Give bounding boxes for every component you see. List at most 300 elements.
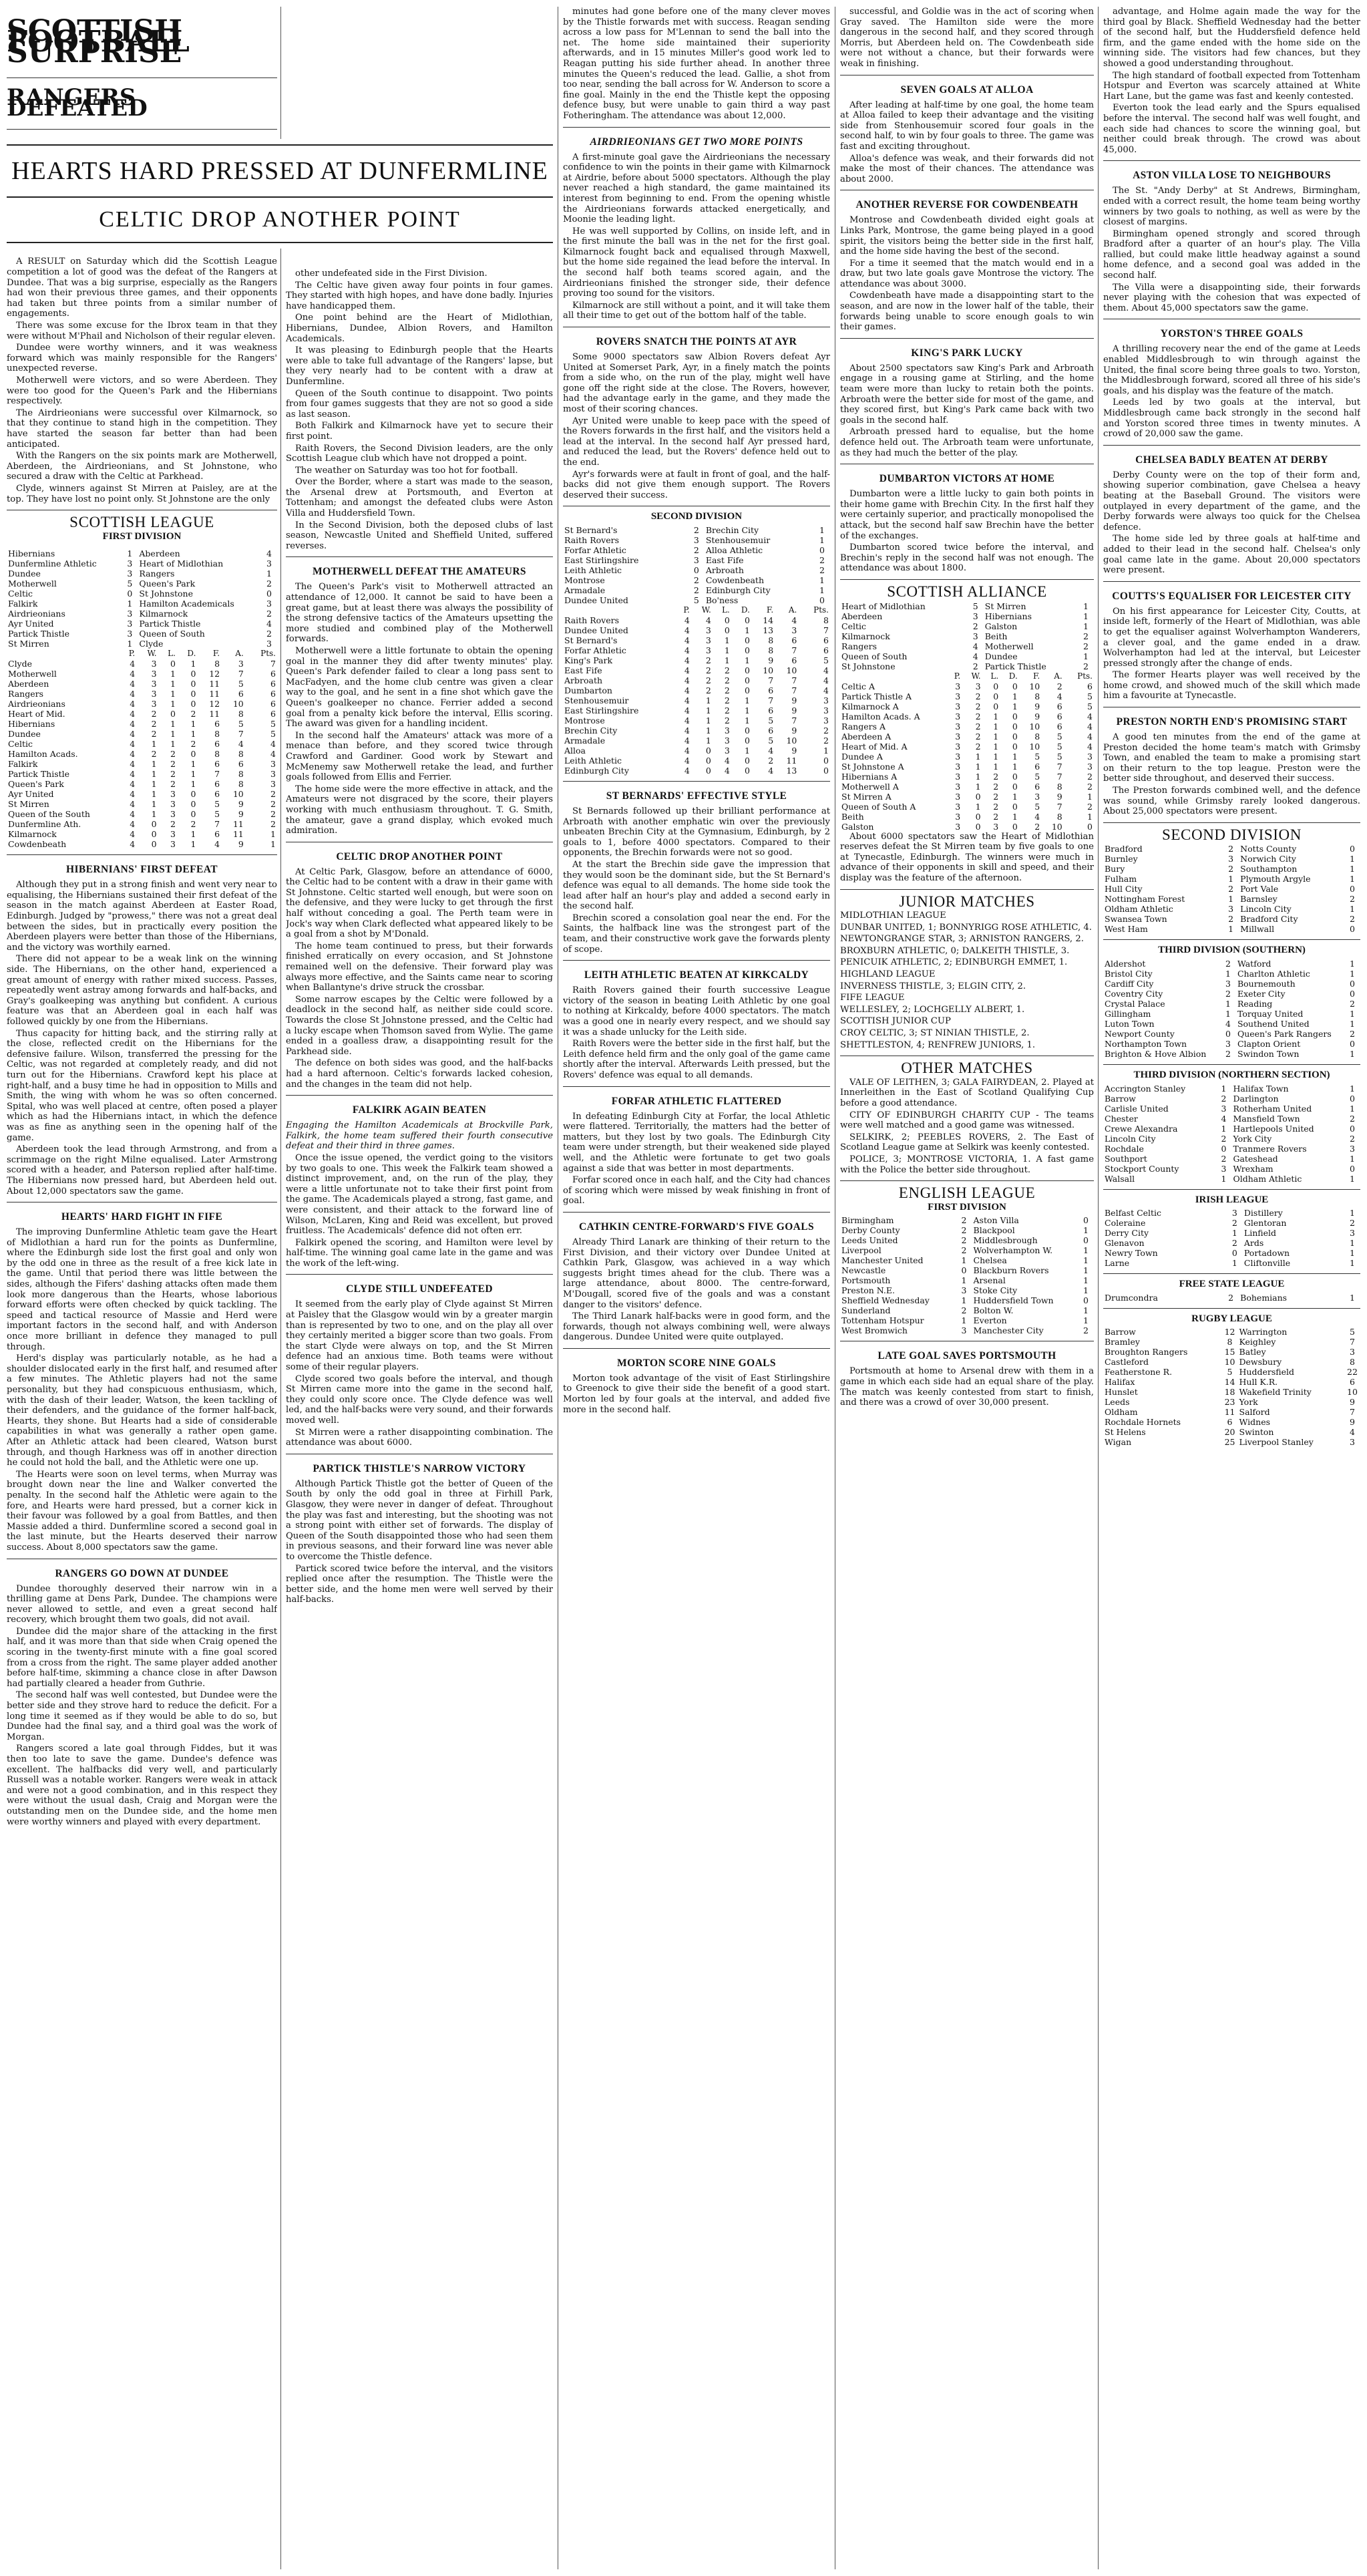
table-cell: 6 [1056,721,1062,732]
table-cell: Edinburgh City [564,765,629,776]
home-score: 3 [127,629,133,639]
away-team: Huddersfield Town [973,1295,1054,1306]
home-team: Dunfermline Athletic [8,558,97,569]
article-paragraph: On his first appearance for Leicester City, Coutts, at inside left, formerly of the Heart of Midlothian, was able to get the equaliser against Wolverhampton Wanderers, a clever goal, and the game ended in a draw. Wolverhampton had led at the interval, but Leicester pressed strongly after the change of ends. [1103,606,1360,669]
result-row [1103,959,1360,969]
away-score: 1 [1350,1153,1355,1164]
article-paragraph: It was pleasing to Edinburgh people that the Hearts were able to take full advantage of the Rangers' lapse, but they very nearly had to be content with a draw at Dunfermline. [286,345,553,387]
results-table [840,601,1094,671]
table-row [7,779,277,789]
table-row [7,719,277,729]
table-cell: 6 [214,829,220,840]
result-row [563,535,830,545]
home-score: 2 [1221,1093,1227,1104]
table-cell: 7 [768,675,774,685]
table-cell: 1 [190,779,196,790]
article-paragraph: A good ten minutes from the end of the game at Preston decided the home team's match with Grimsby Town, and enabled the team to make a promising start on their return to the top league. Preston were the better side throughout, and deserved their success. [1103,732,1360,784]
table-cell: 4 [724,765,730,776]
table-row [7,749,277,759]
away-score: 0 [266,589,272,599]
away-team: East Fife [705,554,744,565]
result-row [7,629,277,639]
article-paragraph: After leading at half-time by one goal, the home team at Alloa failed to keep their advantage and the visiting side from Stenhousemuir scored four goals in the second half, to win by four goals to three. The game was fast and exciting throughout. [840,100,1094,152]
table-cell: 1 [744,715,750,726]
table-cell: Kilmarnock [8,829,57,840]
table-cell: Celtic A [841,681,875,691]
home-team: Liverpool [841,1245,882,1256]
away-team: Queen's Park Rangers [1237,1029,1332,1039]
table-cell: 4 [823,665,829,675]
table-cell: 3 [170,789,176,800]
table-cell: 2 [993,791,999,802]
away-team: Swindon Town [1237,1049,1300,1059]
result-row [840,631,1094,641]
table-row [7,839,277,849]
article-heading: YORSTON'S THREE GOALS [1160,328,1304,340]
table-cell: 3 [724,735,730,746]
table-cell: 4 [684,725,690,736]
away-team: Chelsea [973,1255,1007,1266]
table-cell: 9 [768,655,774,665]
result-row [840,1215,1094,1225]
away-team: Edinburgh City [705,585,771,595]
article-paragraph: In the Second Division, both the deposed clubs of last season, Newcastle United and Sheffield United, suffered reverses. [286,520,553,551]
home-score: 1 [1221,1083,1227,1094]
away-team: Stoke City [973,1285,1018,1296]
result-row [1103,1327,1360,1337]
table-cell: 5 [270,729,276,740]
home-team: Rochdale [1105,1143,1144,1154]
home-score: 1 [127,639,133,649]
divider [840,579,1094,580]
result-row [1103,1084,1360,1094]
table-cell: 2 [823,725,829,736]
table-cell: 1 [190,769,196,780]
table-row [7,819,277,829]
home-team: Derry City [1105,1228,1149,1239]
table-cell: 11 [232,819,244,830]
home-team: Manchester United [841,1255,924,1266]
division-heading: FIRST DIVISION [102,530,182,542]
table-cell: 6 [1056,711,1062,721]
home-score: 1 [1231,1228,1237,1239]
home-team: Dundee [8,569,41,579]
result-row [1103,1144,1360,1154]
table-cell: 0 [744,685,750,695]
table-cell: 5 [1034,801,1040,812]
table-row [7,809,277,819]
article-heading: CHELSEA BADLY BEATEN AT DERBY [1135,454,1328,466]
away-team: Bo'ness [705,595,739,605]
article-paragraph: The Preston forwards combined well, and the defence was sound, while Grimsby rarely looked dangerous. About 25,000 spectators were present. [1103,786,1360,817]
table-cell: 2 [705,655,711,665]
article-heading: AIRDRIEONIANS GET TWO MORE POINTS [590,136,803,148]
table-cell: 3 [170,799,176,810]
table-cell: 6 [270,699,276,709]
home-team: Newport County [1105,1029,1175,1039]
away-score: 1 [1350,969,1355,979]
results-table [1103,1327,1360,1447]
result-row [1103,1114,1360,1124]
away-score: 7 [1350,1337,1355,1347]
article-heading: ASTON VILLA LOSE TO NEIGHBOURS [1133,170,1331,182]
away-score: 3 [1350,1143,1355,1154]
table-cell: 3 [170,809,176,820]
home-score: 1 [1225,999,1231,1009]
table-cell: Partick Thistle A [841,691,912,701]
result-row [1103,1228,1360,1238]
league-table [7,649,277,849]
article-paragraph: Clyde scored two goals before the interval, and though St Mirren came more into the game in the second half, they could only score once. The Clyde defence was well led, and the half-backs were very sound, and their forwards moved well. [286,1374,553,1426]
article-paragraph: Raith Rovers gained their fourth successive League victory of the season in beating Leith Athletic by one goal to nothing at Kirkcaldy, before 4000 spectators. The match was a good one in nearly every respect, and we should say it was a shade unlucky for the Leith side. [563,985,830,1037]
table-cell: 1 [1087,811,1093,822]
home-score: 1 [1221,1123,1227,1134]
table-row [840,792,1094,802]
home-score: 20 [1224,1427,1235,1438]
home-team: Barrow [1105,1327,1136,1337]
away-team: Hartlepools United [1233,1123,1314,1134]
article-heading: ST BERNARDS' EFFECTIVE STYLE [606,790,787,802]
table-cell: 0 [705,755,711,766]
column-header: D. [187,649,196,659]
table-cell: 2 [170,819,176,830]
table-cell: 2 [190,709,196,719]
table-row [7,669,277,679]
home-score: 2 [961,1305,967,1316]
home-score: 2 [961,1245,967,1256]
home-team: Ayr United [8,619,54,629]
divider [1103,1064,1360,1065]
table-row [563,635,830,645]
result-row [840,1285,1094,1295]
table-cell: 2 [993,781,999,792]
article-paragraph: PENICUIK ATHLETIC, 2; EDINBURGH EMMET, 1. [840,957,1068,968]
result-row [1103,989,1360,999]
column-2 [286,7,553,2569]
table-cell: 1 [993,761,999,772]
divider [563,960,830,961]
result-row [840,1315,1094,1325]
away-score: 0 [1350,989,1355,999]
article-paragraph: The second half was well contested, but Dundee were the better side and they strove hard to reduce the deficit. For a long time it seemed as if they would be able to do so, but Dundee had the final say, and a third goal was the work of Morgan. [7,1690,277,1742]
table-cell: Galston [841,821,874,832]
home-score: 10 [1224,1357,1235,1367]
away-team: Clapton Orient [1237,1039,1301,1049]
away-score: 0 [1083,1215,1089,1226]
home-team: Sunderland [841,1305,891,1316]
article-heading: FALKIRK AGAIN BEATEN [352,1104,487,1116]
home-score: 1 [961,1275,967,1286]
home-score: 2 [972,621,978,631]
article-paragraph: Some 9000 spectators saw Albion Rovers defeat Ayr United at Somerset Park, Ayr, in a finely match the points from a side who, on the run of the play, might well have gone off the right side at the close. The Rovers, however, had the advantage early in the game, and they made the most of their scoring chances. [563,352,830,414]
table-cell: 0 [993,701,999,711]
table-cell: 2 [975,701,981,711]
table-row [563,726,830,736]
article-paragraph: The Hearts were soon on level terms, when Murray was brought down near the line and Walker converted the penalty. In the second half the Athletic were again to the fore, and Hearts were hard pressed, but a corner kick in their favour was followed by a goal from Battles, and then Massie added a third. Dunfermline scored a second goal in the last minute, but the Hearts deserved their narrow success. About 8,000 spectators saw the game. [7,1469,277,1553]
table-cell: 7 [768,695,774,705]
table-cell: 3 [151,669,157,679]
table-row [840,742,1094,752]
table-cell: 8 [1056,781,1062,792]
table-cell: 12 [209,699,220,709]
away-team: Millwall [1240,924,1275,935]
table-cell: 2 [705,675,711,685]
article-paragraph: Ayr United were unable to keep pace with the speed of the Rovers forwards in the first half, and the visitors held a lead at the interval. In the second half Ayr pressed hard, and reduced the lead, but the Rovers' defence held out to the end. [563,416,830,468]
table-cell: 0 [1012,781,1018,792]
table-cell: 2 [270,819,276,830]
column-5 [1103,7,1360,2569]
divider [1103,1273,1360,1274]
home-team: Falkirk [8,599,38,609]
table-cell: St Mirren A [841,791,892,802]
article-paragraph: Cowdenbeath have made a disappointing start to the season, and are now in the lower half of the table, their forwards being unable to score enough goals to win their games. [840,291,1094,333]
table-cell: Aberdeen [8,679,49,689]
away-team: Wrexham [1233,1163,1274,1174]
article-paragraph: Birmingham opened strongly and scored through Bradford after a quarter of an hour's play. The Villa rallied, but could make little headway against a sound home defence, and a second goal was added in the second half. [1103,228,1360,281]
home-team: Dundee United [564,595,628,605]
table-row [563,715,830,726]
table-row [563,695,830,705]
table-cell: 4 [270,739,276,750]
column-header: A. [235,649,244,659]
home-score: 1 [961,1295,967,1306]
table-cell: 2 [1087,781,1093,792]
table-cell: 1 [170,739,176,750]
away-score: 1 [1083,611,1089,621]
home-score: 3 [1221,1163,1227,1174]
table-cell: 6 [270,709,276,719]
table-cell: 10 [1029,721,1040,732]
table-row [7,829,277,839]
table-cell: 0 [1012,741,1018,752]
table-cell: 1 [744,655,750,665]
table-cell: 2 [270,809,276,820]
home-score: 1 [961,1315,967,1326]
table-cell: 1 [1012,761,1018,772]
result-row [1103,904,1360,914]
result-row [563,565,830,575]
result-row [1103,1293,1360,1303]
article-paragraph: The home side were the more effective in attack, and the Amateurs were not disgraced by the score, their players working with much enthusiasm throughout. T. G. Smith, the amateur, gave a grand display, which evoked much admiration. [286,784,553,836]
result-row [840,641,1094,651]
table-cell: 4 [684,715,690,726]
home-score: 1 [1225,969,1231,979]
table-cell: 4 [1087,741,1093,752]
table-row [840,762,1094,772]
away-team: Manchester City [973,1325,1044,1336]
away-team: Huddersfield [1239,1367,1294,1378]
home-team: Swansea Town [1105,914,1167,925]
away-score: 1 [266,569,272,579]
home-score: 2 [1228,1292,1234,1303]
home-score: 6 [1227,1417,1233,1428]
result-row [7,639,277,649]
home-team: Fulham [1105,874,1137,884]
table-cell: 0 [1012,731,1018,742]
away-score: 1 [1350,1248,1355,1259]
table-row [7,789,277,799]
away-team: Everton [973,1315,1007,1326]
result-row [1103,1039,1360,1049]
article-heading: SECOND DIVISION [1162,826,1302,843]
league-table [840,671,1094,832]
away-team: Halifax Town [1233,1083,1289,1094]
result-row [563,595,830,605]
away-team: Swinton [1239,1427,1274,1438]
result-row [1103,874,1360,884]
away-team: Norwich City [1240,854,1296,864]
table-cell: Forfar Athletic [564,645,626,655]
home-team: St Mirren [8,639,49,649]
article-heading: IRISH LEAGUE [1195,1194,1269,1205]
table-cell: 7 [270,659,276,669]
divider [1103,581,1360,582]
article-paragraph: WELLESLEY, 2; LOCHGELLY ALBERT, 1. [840,1004,1025,1015]
results-table [1103,1293,1360,1303]
table-cell: Hamilton Acads. A [841,711,920,721]
table-cell: 4 [684,695,690,705]
results-table [840,1215,1094,1335]
away-team: Hibernians [984,611,1032,621]
table-cell: 4 [130,759,136,770]
away-score: 7 [1350,1407,1355,1418]
article-heading: OTHER MATCHES [901,1060,1033,1077]
article-heading: FORFAR ATHLETIC FLATTERED [611,1095,782,1107]
table-cell: 0 [724,625,730,635]
home-team: Hunslet [1105,1387,1138,1398]
home-score: 1 [1228,924,1234,935]
table-row [840,721,1094,732]
table-cell: 3 [955,741,961,752]
home-team: Tottenham Hotspur [841,1315,924,1326]
divider [286,1274,553,1275]
away-score: 2 [819,554,825,565]
home-score: 3 [961,1325,967,1336]
home-score: 0 [1225,1029,1231,1039]
table-cell: 4 [823,675,829,685]
article-paragraph: St Mirren were a rather disappointing combination. The attendance was about 6000. [286,1427,553,1448]
result-row [840,1255,1094,1265]
table-cell: 1 [1012,701,1018,711]
home-team: Heart of Midlothian [841,601,926,611]
away-team: Linfield [1243,1228,1276,1239]
table-cell: 6 [768,685,774,695]
article-paragraph: With the Rangers on the six points mark are Motherwell, Aberdeen, the Airdrieonians, and St Johnstone, who secured a draw with the Celtic at Parkhead. [7,451,277,482]
away-score: 0 [1083,1295,1089,1306]
home-team: Leeds United [841,1235,898,1246]
away-score: 9 [1350,1417,1355,1428]
away-team: Oldham Athletic [1233,1173,1302,1184]
home-team: Forfar Athletic [564,544,626,555]
home-score: 3 [127,569,133,579]
table-cell: Heart of Mid. A [841,741,908,752]
masthead-line-4: CELTIC DROP ANOTHER POINT [99,207,461,232]
table-cell: 6 [214,759,220,770]
divider [286,1095,553,1096]
away-score: 2 [1350,894,1355,905]
table-cell: 2 [975,691,981,701]
result-row [1103,1248,1360,1258]
away-team: Queen of South [139,629,205,639]
table-cell: 11 [786,755,797,766]
table-cell: Airdrieonians [8,699,65,709]
table-cell: 0 [151,819,157,830]
table-row [563,615,830,625]
article-paragraph: The former Hearts player was well received by the home crowd, and showed much of the skill which made him a favourite at Tynecastle. [1103,670,1360,701]
table-cell: 1 [993,741,999,752]
table-cell: Celtic [8,739,33,750]
home-score: 1 [1228,874,1234,884]
away-team: Arbroath [705,565,744,575]
results-table [563,525,830,605]
article-paragraph: The weather on Saturday was too hot for football. [295,465,518,476]
table-cell: 10 [232,789,244,800]
home-team: Gillingham [1105,1009,1151,1019]
column-header: Pts. [813,605,829,615]
table-cell: 6 [1056,701,1062,711]
table-cell: 2 [170,749,176,760]
article-paragraph: Falkirk opened the scoring, and Hamilton were level by half-time. The winning goal came late in the game and was the work of the left-wing. [286,1237,553,1269]
column-header: P. [954,671,961,681]
article-paragraph: In defeating Edinburgh City at Forfar, the local Athletic were flattered. Territorially, the matters had the better of matters, but they lost by two goals. The Edinburgh City team were under strength, but their weakened side played well, and the Athletic were fortunate to get two goals against a side that was better in most departments. [563,1111,830,1174]
column-header: F. [1032,671,1040,681]
away-score: 9 [1350,1397,1355,1408]
divider [7,196,553,198]
table-cell: Leith Athletic [564,755,622,766]
home-team: Southport [1105,1153,1147,1164]
table-cell: 5 [1087,701,1093,711]
article-heading: SECOND DIVISION [650,511,743,522]
table-cell: 4 [130,679,136,689]
home-score: 0 [127,589,133,599]
table-cell: 11 [209,709,220,719]
table-cell: 6 [238,689,244,699]
column-1-articles [7,854,277,1827]
table-cell: 0 [744,755,750,766]
table-cell: 7 [214,819,220,830]
home-team: Coleraine [1105,1218,1146,1229]
away-team: Southampton [1240,864,1298,874]
home-team: Leith Athletic [564,565,622,575]
table-cell: 4 [684,625,690,635]
home-score: 0 [693,565,699,575]
result-row [840,1275,1094,1285]
column-header: W. [971,671,981,681]
table-row [7,729,277,739]
away-team: Heart of Midlothian [139,558,224,569]
table-cell: 3 [955,681,961,691]
away-score: 3 [1350,1228,1355,1239]
article-heading: DUMBARTON VICTORS AT HOME [879,473,1055,485]
column-header: L. [168,649,176,659]
article-paragraph: POLICE, 3; MONTROSE VICTORIA, 1. A fast game with the Police the better side throughout. [840,1154,1094,1175]
table-row [840,691,1094,701]
away-team: Exeter City [1237,989,1286,999]
result-row [840,1225,1094,1235]
table-cell: 1 [170,669,176,679]
article-paragraph: The Celtic have given away four points in four games. They started with high hopes, and have done badly. Injuries have handicapped them. [286,280,553,311]
result-row [1103,1019,1360,1029]
table-cell: 2 [151,709,157,719]
table-cell: 0 [190,699,196,709]
table-cell: 6 [214,739,220,750]
result-row [7,599,277,609]
table-cell: 5 [1034,771,1040,782]
home-score: 1 [1221,1173,1227,1184]
table-cell: 4 [130,829,136,840]
home-team: Bristol City [1105,969,1153,979]
table-cell: 9 [1056,791,1062,802]
